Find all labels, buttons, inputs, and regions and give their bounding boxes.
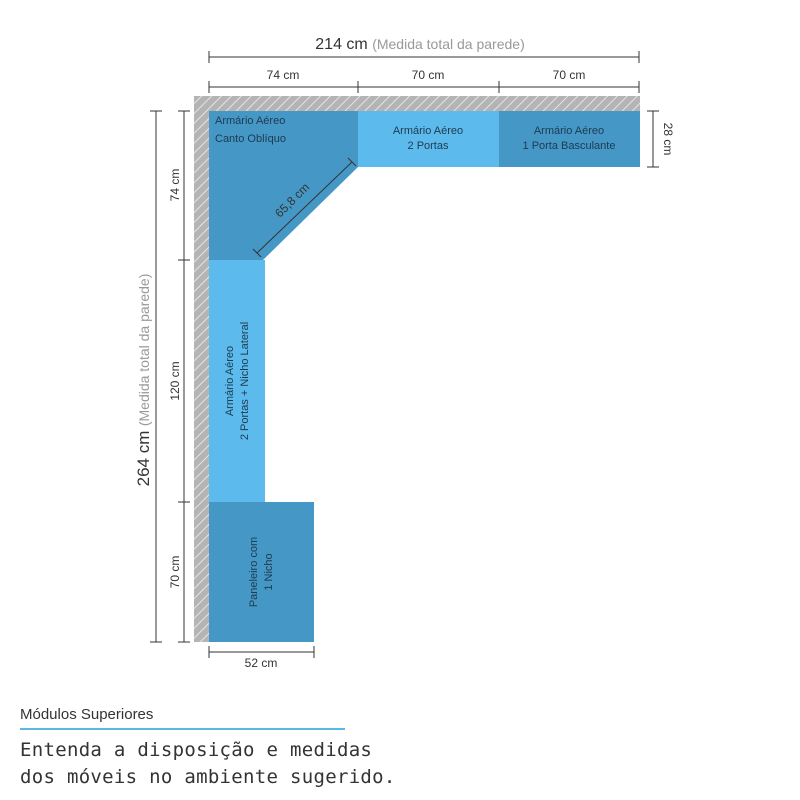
module-panel-label: Paneleiro com bbox=[248, 536, 260, 608]
wall-left bbox=[194, 96, 209, 642]
right-depth-dimension bbox=[647, 111, 675, 167]
left-segment-dimensions bbox=[168, 111, 190, 642]
top-segment-1-label: 74 cm bbox=[266, 68, 300, 82]
bottom-width-label: 52 cm bbox=[244, 656, 278, 670]
left-segment-3-label: 70 cm bbox=[168, 555, 182, 589]
left-segment-1-label: 74 cm bbox=[168, 168, 182, 202]
module-panel-label-2: 1 Nicho bbox=[263, 553, 275, 591]
total-height-note: (Medida total da parede) bbox=[136, 273, 152, 427]
module-bascule-label: Armário Aéreo bbox=[533, 125, 605, 137]
footer-description bbox=[20, 737, 396, 791]
module-side-niche bbox=[209, 260, 265, 502]
top-segment-3-label: 70 cm bbox=[552, 68, 586, 82]
footer-description-line-1: Entenda a disposição e medidas bbox=[20, 739, 373, 761]
total-width-value: 214 cm bbox=[315, 36, 368, 53]
module-two-doors-label-2: 2 Portas bbox=[407, 140, 449, 152]
footer-description-line-2: dos móveis no ambiente sugerido. bbox=[20, 766, 396, 788]
total-width-note: (Medida total da parede) bbox=[372, 36, 525, 52]
module-bascule-label-2: 1 Porta Basculante bbox=[522, 140, 616, 152]
module-bascule bbox=[499, 111, 640, 167]
module-side-niche-label-2: 2 Portas + Nicho Lateral bbox=[239, 321, 251, 441]
module-two-doors-label: Armário Aéreo bbox=[392, 125, 464, 137]
bottom-width-dimension bbox=[209, 646, 314, 670]
module-panel bbox=[209, 502, 314, 642]
module-two-doors bbox=[358, 111, 499, 167]
module-corner-label-2: Canto Oblíquo bbox=[215, 133, 286, 145]
diagonal-dimension-label: 65,8 cm bbox=[272, 180, 313, 221]
left-segment-2-label: 120 cm bbox=[168, 361, 182, 401]
top-total-dimension bbox=[209, 36, 639, 63]
footer-divider bbox=[20, 728, 345, 730]
depth-right-label: 28 cm bbox=[661, 122, 675, 156]
footer-title: Módulos Superiores bbox=[20, 706, 154, 723]
module-side-niche-label: Armário Aéreo bbox=[224, 345, 236, 417]
svg-text:264 cm (Medida total da bbox=[134, 274, 153, 487]
total-height-value: 264 cm bbox=[134, 430, 153, 487]
wall-top bbox=[194, 96, 640, 111]
top-segment-dimensions bbox=[209, 68, 639, 93]
module-corner-label: Armário Aéreo bbox=[215, 115, 286, 127]
left-total-dimension bbox=[134, 111, 162, 642]
top-segment-2-label: 70 cm bbox=[411, 68, 445, 82]
svg-text:214 cm (Medida total da bbox=[315, 36, 524, 53]
